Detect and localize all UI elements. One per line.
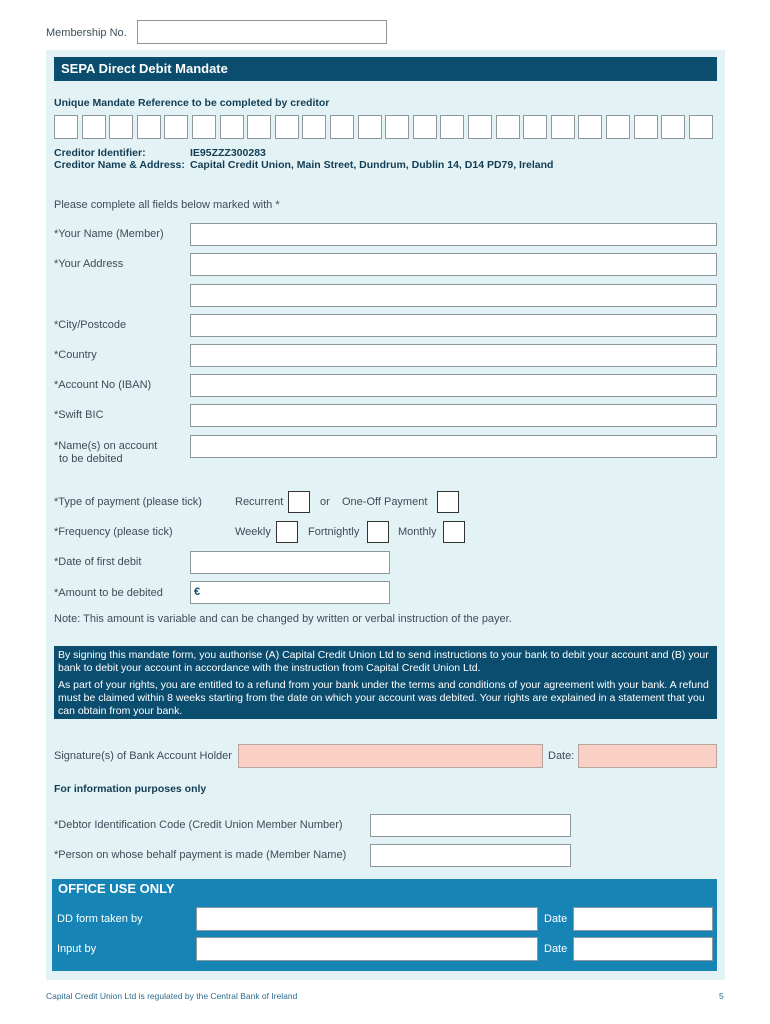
recurrent-checkbox[interactable]	[288, 491, 310, 513]
city-label: *City/Postcode	[54, 319, 127, 331]
on-behalf-input[interactable]	[370, 844, 571, 867]
umr-box[interactable]	[523, 115, 547, 139]
authorisation-text-1: By signing this mandate form, you authorise (A) Capital Credit Union Ltd to send instructions to your bank to debit your account and (B) your bank to debit your account in accordance with the instruction from Capital Credit Union Ltd.	[58, 649, 709, 674]
account-names-input[interactable]	[190, 435, 717, 458]
address-input-line1[interactable]	[190, 253, 717, 276]
taken-by-label: DD form taken by	[57, 913, 143, 925]
taken-by-input[interactable]	[196, 907, 538, 931]
umr-box[interactable]	[275, 115, 299, 139]
office-use-section	[52, 879, 717, 971]
signature-date-input[interactable]	[578, 744, 717, 768]
input-by-date-input[interactable]	[573, 937, 713, 961]
taken-by-date-input[interactable]	[573, 907, 713, 931]
umr-box[interactable]	[82, 115, 106, 139]
iban-label: *Account No (IBAN)	[54, 379, 152, 391]
footer-text: Capital Credit Union Ltd is regulated by the Central Bank of Ireland	[46, 991, 298, 1001]
country-label: *Country	[54, 349, 97, 361]
fortnightly-label: Fortnightly	[308, 526, 360, 538]
frequency-label: *Frequency (please tick)	[54, 526, 173, 538]
signature-label: Signature(s) of Bank Account Holder	[54, 750, 232, 762]
info-only-title: For information purposes only	[54, 783, 207, 795]
umr-box[interactable]	[358, 115, 382, 139]
monthly-checkbox[interactable]	[443, 521, 465, 543]
weekly-label: Weekly	[235, 526, 271, 538]
umr-box[interactable]	[496, 115, 520, 139]
signature-input[interactable]	[238, 744, 543, 768]
umr-box[interactable]	[661, 115, 685, 139]
name-label: *Your Name (Member)	[54, 228, 164, 240]
umr-box[interactable]	[109, 115, 133, 139]
city-input[interactable]	[190, 314, 717, 337]
umr-box[interactable]	[413, 115, 437, 139]
signature-date-label: Date:	[548, 750, 575, 762]
bic-input[interactable]	[190, 404, 717, 427]
iban-input[interactable]	[190, 374, 717, 397]
weekly-checkbox[interactable]	[276, 521, 298, 543]
payment-type-label: *Type of payment (please tick)	[54, 496, 202, 508]
input-by-label: Input by	[57, 943, 97, 955]
umr-label: Unique Mandate Reference to be completed by creditor	[54, 97, 330, 109]
mandate-title: SEPA Direct Debit Mandate	[61, 61, 228, 76]
umr-box[interactable]	[54, 115, 78, 139]
address-input-line2[interactable]	[190, 284, 717, 307]
umr-box[interactable]	[440, 115, 464, 139]
oneoff-checkbox[interactable]	[437, 491, 459, 513]
address-label: *Your Address	[54, 258, 124, 270]
authorisation-text-2: As part of your rights, you are entitled to a refund from your bank under the terms and conditions of your agreement with your bank. A refund must be claimed within 8 weeks starting from the date on which your account was debited. Your rights are explained in a statement that you can obtain from your bank.	[58, 679, 709, 717]
bic-label: *Swift BIC	[54, 409, 104, 421]
umr-box[interactable]	[302, 115, 326, 139]
umr-box[interactable]	[578, 115, 602, 139]
umr-box[interactable]	[385, 115, 409, 139]
office-use-title: OFFICE USE ONLY	[58, 881, 175, 896]
recurrent-label: Recurrent	[235, 496, 284, 508]
amount-label: *Amount to be debited	[54, 587, 163, 599]
oneoff-label: One-Off Payment	[342, 496, 428, 508]
or-label: or	[320, 496, 330, 508]
umr-box[interactable]	[137, 115, 161, 139]
mandate-header	[54, 57, 717, 81]
mandate-panel	[46, 50, 725, 980]
creditor-address-label: Creditor Name & Address:	[54, 159, 185, 171]
input-by-input[interactable]	[196, 937, 538, 961]
umr-box[interactable]	[220, 115, 244, 139]
umr-box[interactable]	[247, 115, 271, 139]
umr-box[interactable]	[634, 115, 658, 139]
monthly-label: Monthly	[398, 526, 437, 538]
amount-note: Note: This amount is variable and can be changed by written or verbal instruction of the payer.	[54, 613, 512, 625]
membership-number-input[interactable]	[137, 20, 387, 44]
creditor-address-value: Capital Credit Union, Main Street, Dundrum, Dublin 14, D14 PD79, Ireland	[190, 159, 554, 171]
account-names-label-2: to be debited	[59, 453, 123, 465]
umr-box[interactable]	[551, 115, 575, 139]
first-debit-label: *Date of first debit	[54, 556, 142, 568]
authorisation-box	[54, 646, 717, 719]
debtor-code-input[interactable]	[370, 814, 571, 837]
umr-box[interactable]	[330, 115, 354, 139]
creditor-id-value: IE95ZZZ300283	[190, 147, 266, 159]
umr-box[interactable]	[164, 115, 188, 139]
input-by-date-label: Date	[544, 943, 568, 955]
page-number: 5	[719, 991, 724, 1001]
name-input[interactable]	[190, 223, 717, 246]
taken-by-date-label: Date	[544, 913, 568, 925]
fortnightly-checkbox[interactable]	[367, 521, 389, 543]
country-input[interactable]	[190, 344, 717, 367]
creditor-id-label: Creditor Identifier:	[54, 147, 146, 159]
first-debit-input[interactable]	[190, 551, 390, 574]
amount-input[interactable]	[190, 581, 390, 604]
account-names-label-1: *Name(s) on account	[54, 440, 158, 452]
instructions-text: Please complete all fields below marked with *	[54, 199, 280, 211]
on-behalf-label: *Person on whose behalf payment is made (Member Name)	[54, 849, 347, 861]
umr-box[interactable]	[192, 115, 216, 139]
umr-box[interactable]	[606, 115, 630, 139]
umr-box[interactable]	[468, 115, 492, 139]
membership-label: Membership No.	[46, 27, 127, 39]
debtor-code-label: *Debtor Identification Code (Credit Union Member Number)	[54, 819, 343, 831]
euro-symbol: €	[194, 586, 201, 598]
umr-box[interactable]	[689, 115, 713, 139]
